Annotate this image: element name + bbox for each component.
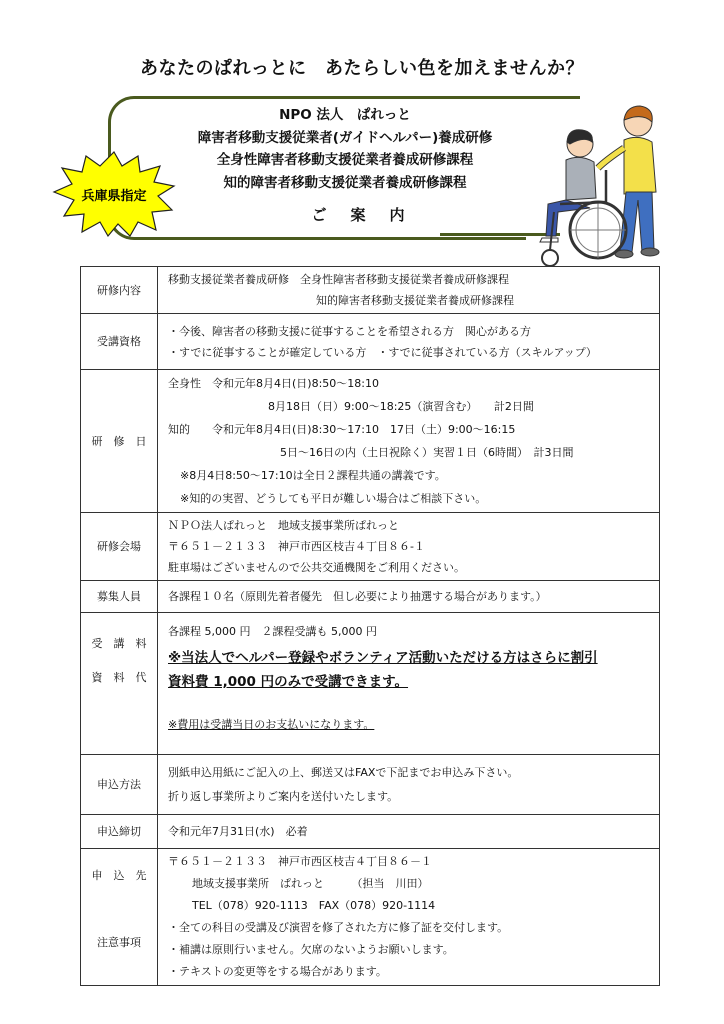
capacity-line-1: 各課程１０名（原則先着者優先 但し必要により抽選する場合があります。） <box>168 590 547 603</box>
dates-line-1: 全身性 令和元年8月4日(日)8:50～18:10 <box>168 377 379 390</box>
title-frame-top-line <box>440 96 580 99</box>
apply-method-line-2: 折り返し事業所よりご案内を送付いたします。 <box>168 789 399 803</box>
qualification-line-2: ・すでに従事することが確定している方 ・すでに従事されている方（スキルアップ） <box>168 345 597 359</box>
row-capacity <box>81 581 660 613</box>
row-course <box>81 267 660 314</box>
course-line-2: 知的障害者移動支援従業者養成研修課程 <box>316 294 514 307</box>
label-capacity: 募集人員 <box>81 581 158 613</box>
badge-label: 兵庫県指定 <box>81 189 147 204</box>
info-table <box>80 266 660 986</box>
deadline-line-1: 令和元年7月31日(水) 必着 <box>168 825 308 838</box>
label-qualification: 受講資格 <box>81 314 158 370</box>
venue-line-1: ＮＰＯ法人ぱれっと 地域支援事業所ぱれっと <box>168 519 399 532</box>
fee-discount-note: ※当法人でヘルパー登録やボランティア活動いただける方はさらに割引 <box>168 650 598 666</box>
course-title-main: 障害者移動支援従業者(ガイドヘルパー)養成研修 <box>197 129 493 146</box>
page-headline: あなたのぱれっとに あたらしい色を加えませんか？ <box>140 58 584 79</box>
notes-line-2: ・補講は原則行いません。欠席のないようお願いします。 <box>168 943 454 956</box>
wheelchair-illustration <box>520 100 680 276</box>
label-dates: 研 修 日 <box>81 370 158 513</box>
venue-line-3: 駐車場はございませんので公共交通機関をご利用ください。 <box>168 561 465 574</box>
fee-line-1: 各課程 5,000 円 ２課程受講も 5,000 円 <box>168 625 377 638</box>
dates-line-5: ※8月4日8:50～17:10は全日２課程共通の講義です。 <box>180 469 446 482</box>
dates-line-2: 8月18日（日）9:00～18:25（演習含む） 計2日間 <box>268 400 534 413</box>
contact-line-1: 〒６５１－２１３３ 神戸市西区枝吉４丁目８６－１ <box>168 855 432 868</box>
course-line-1: 移動支援従業者養成研修 全身性障害者移動支援従業者養成研修課程 <box>168 273 509 286</box>
label-venue: 研修会場 <box>81 513 158 581</box>
label-deadline: 申込締切 <box>81 815 158 849</box>
contact-line-3: TEL（078）920-1113 FAX（078）920-1114 <box>192 899 436 912</box>
venue-line-2: 〒６５１－２１３３ 神戸市西区枝吉４丁目８６-１ <box>168 540 425 553</box>
dates-line-3: 知的 令和元年8月4日(日)8:30～17:10 17日（土）9:00～16:15 <box>168 423 516 436</box>
label-material: 資 料 代 <box>91 671 147 684</box>
row-contact <box>81 849 660 986</box>
course-title-full-body: 全身性障害者移動支援従業者養成研修課程 <box>216 152 474 168</box>
guide-heading: ご案内 <box>311 206 429 224</box>
title-block <box>180 104 510 194</box>
contact-line-2: 地域支援事業所 ぱれっと （担当 川田） <box>192 877 429 890</box>
notes-line-3: ・テキストの変更等をする場合があります。 <box>168 965 387 978</box>
label-fee: 受 講 料 <box>91 637 147 650</box>
row-fee <box>81 613 660 755</box>
org-name: NPO 法人 ぱれっと <box>279 107 411 123</box>
dates-line-4: 5日～16日の内（土日祝除く）実習１日（6時間） 計3日間 <box>280 446 574 459</box>
fee-material-note: 資料費 1,000 円のみで受講できます。 <box>168 674 409 690</box>
label-contact: 申 込 先 <box>91 869 147 882</box>
label-apply-method: 申込方法 <box>81 755 158 815</box>
course-title-intellectual: 知的障害者移動支援従業者養成研修課程 <box>223 174 467 191</box>
label-course: 研修内容 <box>81 267 158 314</box>
row-dates <box>81 370 660 513</box>
row-apply-method <box>81 755 660 815</box>
row-qualification <box>81 314 660 370</box>
row-venue <box>81 513 660 581</box>
qualification-line-1: ・今後、障害者の移動支援に従事することを希望される方 関心がある方 <box>168 324 531 338</box>
notes-line-1: ・全ての科目の受講及び演習を修了された方に修了証を交付します。 <box>168 921 509 934</box>
apply-method-line-1: 別紙申込用紙にご記入の上、郵送又はFAXで下記までお申込み下さい。 <box>168 765 519 779</box>
prefecture-badge <box>52 150 176 238</box>
fee-payment-note: ※費用は受講当日のお支払いになります。 <box>168 718 375 731</box>
dates-line-6: ※知的の実習、どうしても平日が難しい場合はご相談下さい。 <box>180 492 487 505</box>
row-deadline <box>81 815 660 849</box>
label-notes: 注意事項 <box>97 936 141 949</box>
